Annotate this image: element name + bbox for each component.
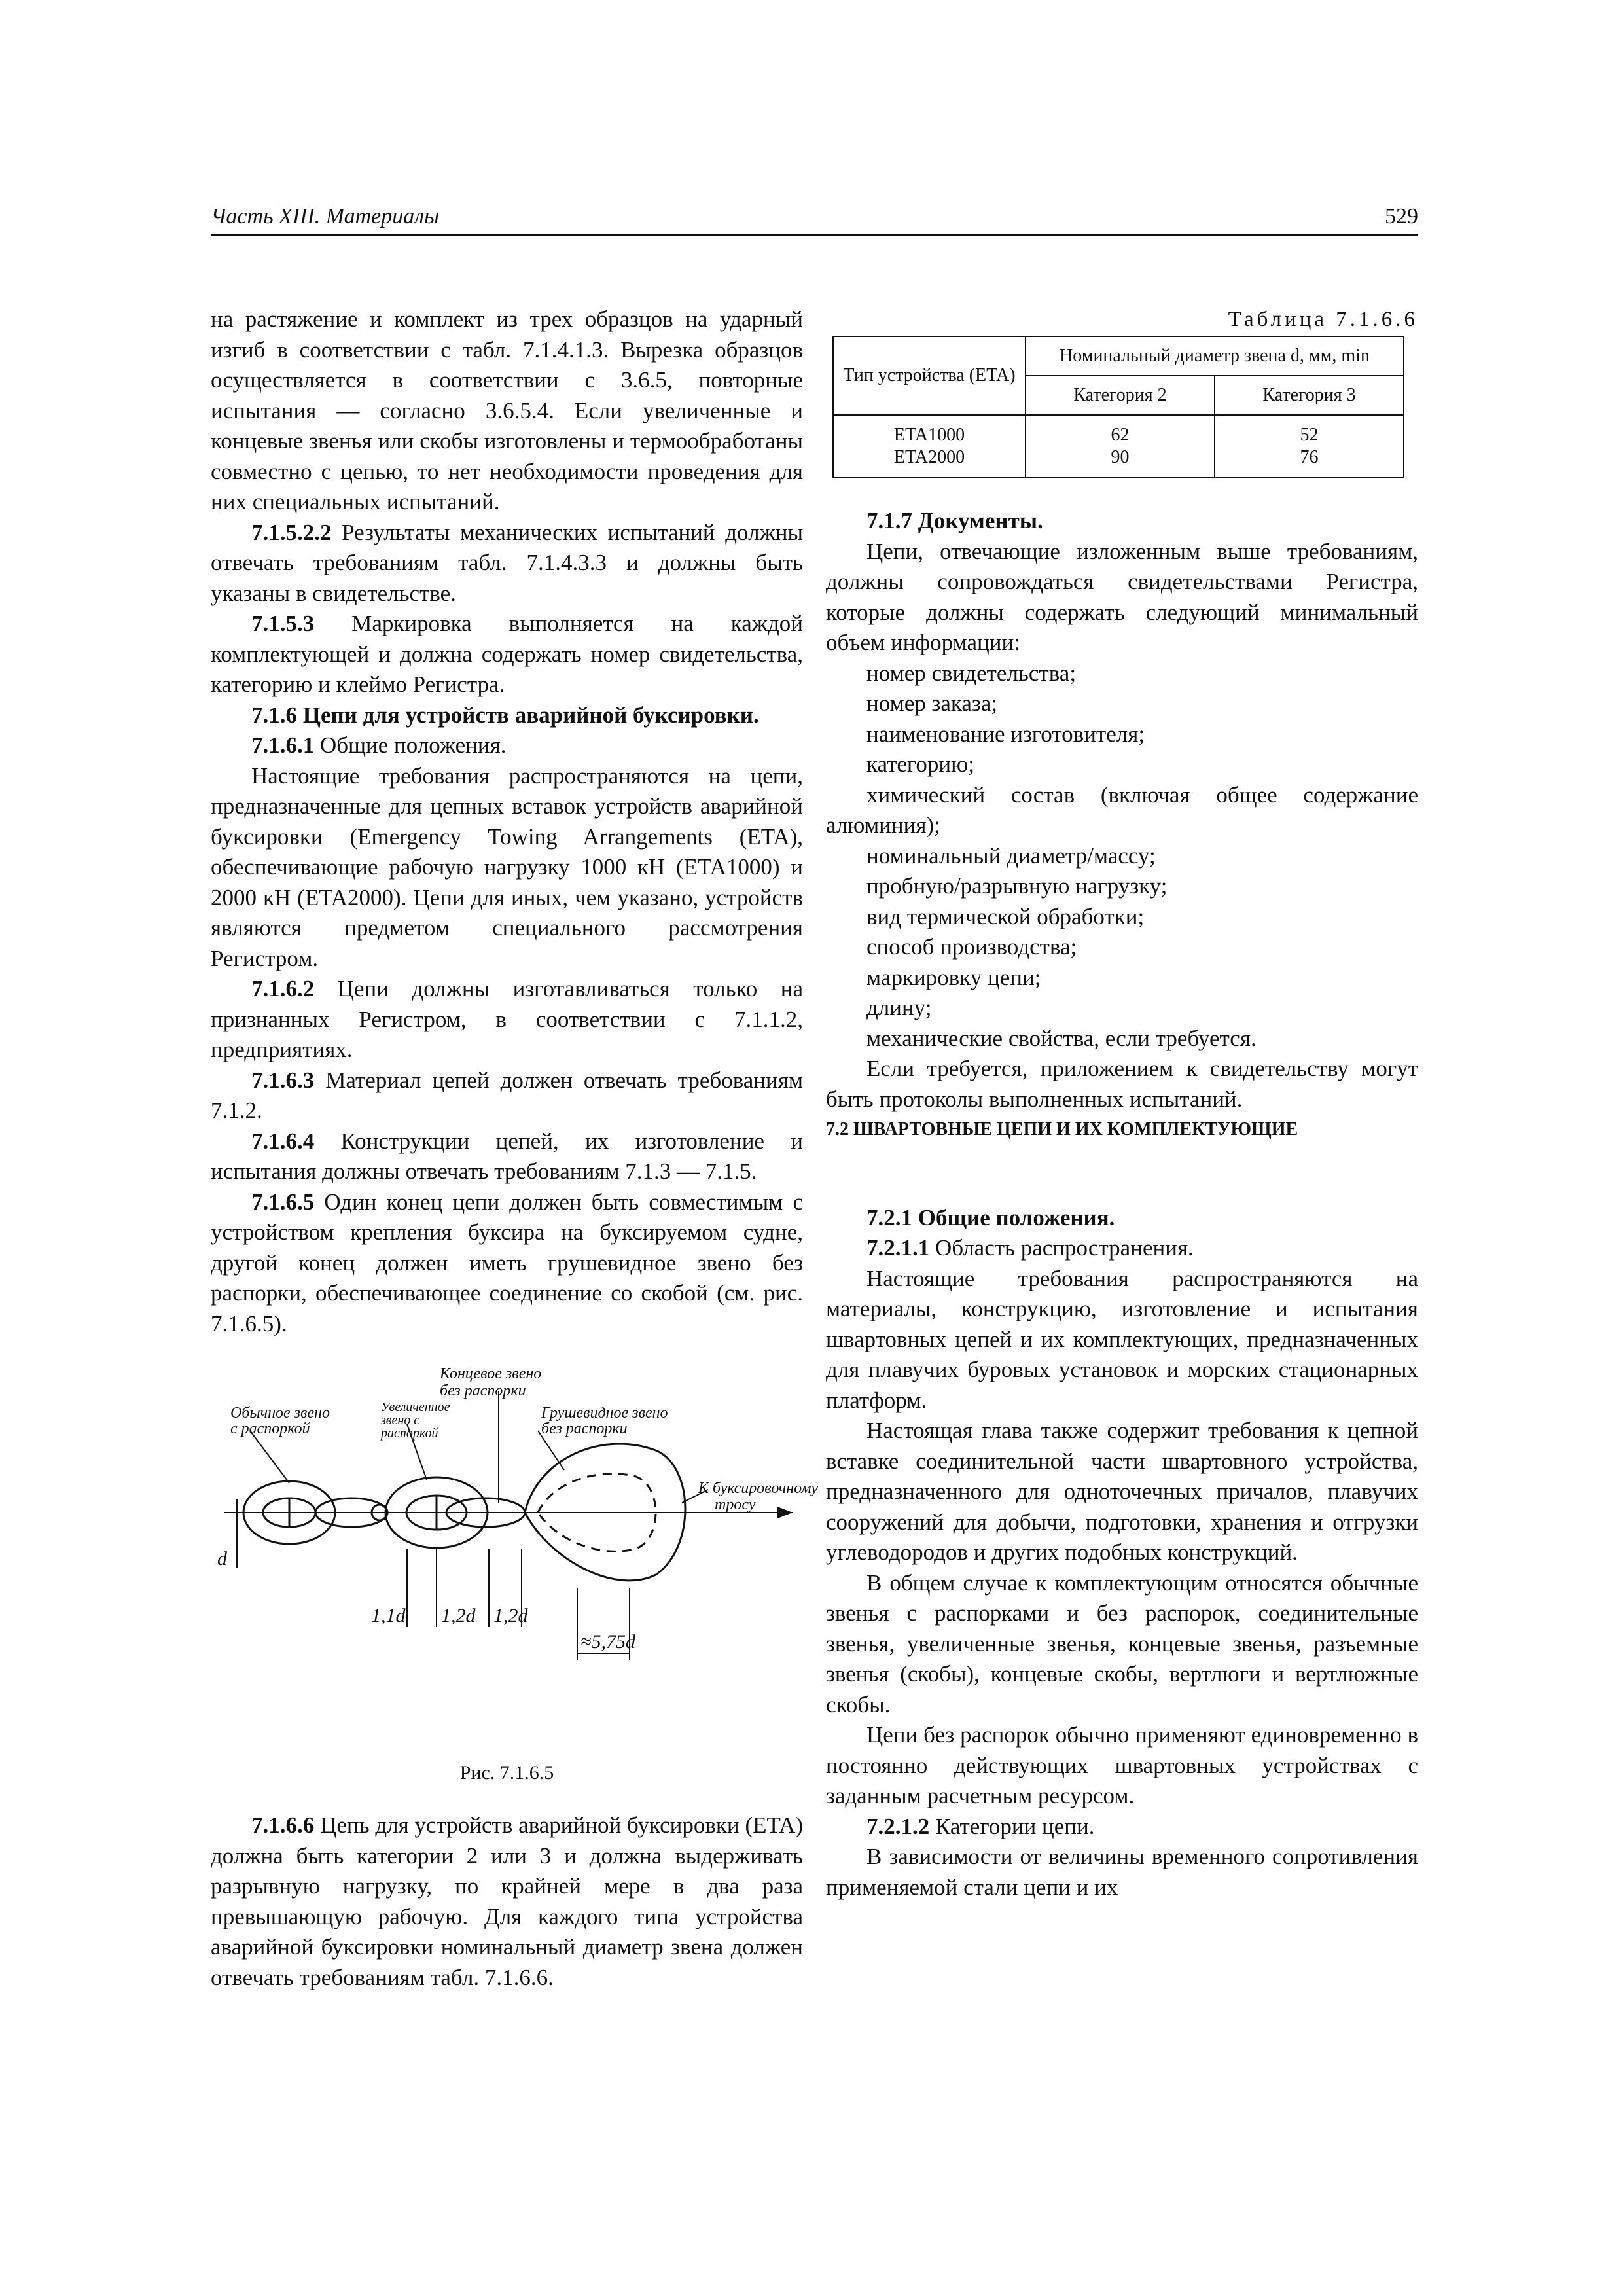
clause-number: 7.1.6.4 [251, 1128, 315, 1154]
table-cell: ETA1000 ETA2000 [833, 415, 1026, 478]
clause-number: 7.1.6.3 [251, 1067, 315, 1093]
label-tow-2: тросу [715, 1496, 756, 1513]
label-enlarged: Увеличенное [381, 1400, 450, 1414]
label-pear: Грушевидное звено [541, 1405, 668, 1422]
list-item: номинальный диаметр/массу; [866, 842, 1156, 869]
paragraph: Цепи без распорок обычно применяют единовременно в постоянно действующих швартовных устройствах с заданным расчетным ресурсом. [826, 1722, 1418, 1808]
table-header: Номинальный диаметр звена d, мм, min [1026, 336, 1404, 376]
label-end-link-2: без распорки [440, 1382, 526, 1399]
left-column [211, 304, 819, 1993]
clause-number: 7.1.6.6 [251, 1812, 315, 1838]
chain-figure [211, 1352, 819, 1758]
paragraph: 7.1.6.4 Конструкции цепей, их изготовление и испытания должны отвечать требованиям 7.1.3 — 7.1.5. [211, 1128, 803, 1184]
list-item: номер свидетельства; [866, 660, 1077, 686]
paragraph: Если требуется, приложением к свидетельству могут быть протоколы выполненных испытаний. [826, 1056, 1418, 1112]
paragraph: 7.1.5.2.2 Результаты механических испытаний должны отвечать требованиям табл. 7.1.4.3.3 и должны быть указаны в свидетельстве. [211, 519, 803, 606]
label-common: Обычное звено [230, 1405, 330, 1422]
dim-1-2d-a: 1,2d [441, 1605, 476, 1626]
dim-d: d [217, 1548, 227, 1570]
right-column [826, 304, 1418, 1903]
table-header: Тип устройства (ETA) [833, 336, 1026, 415]
section-heading: 7.1.6 Цепи для устройств аварийной буксировки. [251, 702, 759, 728]
table-cell: 62 90 [1026, 415, 1215, 478]
clause-number: 7.1.6.5 [251, 1189, 315, 1215]
diameter-table [832, 336, 1404, 478]
list-item: наименование изготовителя; [866, 721, 1145, 747]
paragraph: 7.1.6.2 Цепи должны изготавливаться только на признанных Регистром, в соответствии с 7.1.1.2, предприятиях. [211, 976, 803, 1062]
dim-1-2d-b: 1,2d [493, 1605, 528, 1626]
paragraph: 7.2.1.2 Категории цепи. [866, 1813, 1095, 1839]
list-item: вид термической обработки; [866, 903, 1145, 929]
running-title: Часть XIII. Материалы [211, 204, 440, 228]
paragraph: Настоящая глава также содержит требования к цепной вставке соединительной части швартовного устройства, предназначенного для одноточечных причалов, плавучих сооружений для добычи, подготовки, хранения и отгрузки углеводородов и других подобных конструкций. [826, 1418, 1418, 1565]
list-item: длину; [866, 995, 932, 1020]
paragraph: В общем случае к комплектующим относятся обычные звенья с распорками и без распорок, соединительные звенья, увеличенные звенья, концевые звенья, разъемные звенья (скобы), концевые скобы, вертлюги и вертлюжные скобы. [826, 1570, 1418, 1717]
label-enlarged-2: звено с [381, 1413, 420, 1427]
chapter-heading: 7.2 ШВАРТОВНЫЕ ЦЕПИ И ИХ КОМПЛЕКТУЮЩИЕ [826, 1119, 1298, 1139]
label-end-link: Концевое звено [440, 1365, 542, 1382]
table-cell: 52 76 [1215, 415, 1404, 478]
figure-caption: Рис. 7.1.6.5 [459, 1762, 554, 1784]
paragraph: 7.2.1.1 Область распространения. [866, 1235, 1194, 1261]
clause-number: 7.1.5.3 [251, 611, 315, 636]
paragraph: 7.1.6.3 Материал цепей должен отвечать требованиям 7.1.2. [211, 1067, 803, 1123]
list-item: способ производства; [866, 934, 1077, 960]
paragraph: 7.1.5.3 Маркировка выполняется на каждой комплектующей и должна содержать номер свидетельства, категорию и клеймо Регистра. [211, 611, 803, 697]
clause-number: 7.1.6.1 [251, 732, 315, 758]
paragraph: Настоящие требования распространяются на цепи, предназначенные для цепных вставок устройств аварийной буксировки (Emergency Towing Arrangements (ETA), обеспечивающие рабочую нагрузку 1000 кН (ETA1000) и 2000 кН (ETA2000). Цепи для иных, чем указано, устройств являются предметом специального рассмотрения Регистром. [211, 762, 803, 971]
section-heading: 7.1.7 Документы. [866, 508, 1043, 533]
label-tow: К буксировочному [698, 1480, 819, 1497]
clause-number: 7.1.5.2.2 [251, 519, 332, 545]
list-item: маркировку цепи; [866, 964, 1041, 990]
label-pear-2: без распорки [541, 1420, 628, 1437]
section-heading: 7.2.1 Общие положения. [866, 1204, 1115, 1230]
label-common-2: с распоркой [230, 1420, 310, 1437]
paragraph: 7.1.6.5 Один конец цепи должен быть совместимым с устройством крепления буксира на буксируемом судне, другой конец должен иметь грушевидное звено без распорки, обеспечивающее соединение со скобой (см. рис. 7.1.6.5). [211, 1189, 803, 1336]
paragraph: 7.1.6.6 Цепь для устройств аварийной буксировки (ETA) должна быть категории 2 или 3 и должна выдерживать разрывную нагрузку, по крайней мере в два раза превышающую рабочую. Для каждого типа устройства аварийной буксировки номинальный диаметр звена должен отвечать требованиям табл. 7.1.6.6. [211, 1812, 803, 1990]
paragraph: на растяжение и комплект из трех образцов на ударный изгиб в соответствии с табл. 7.1.4.1.3. Вырезка образцов осуществляется в соответствии с 3.6.5, повторные испытания — согласно 3.6.5.4. Если увеличенные и концевые звенья или скобы изготовлены и термообработаны совместно с цепью, то нет необходимости проведения для них специальных испытаний. [211, 306, 803, 514]
table-header: Категория 2 [1026, 376, 1215, 415]
list-item: механические свойства, если требуется. [866, 1025, 1257, 1051]
dim-1-1d: 1,1d [371, 1605, 406, 1626]
table-header: Категория 3 [1215, 376, 1404, 415]
clause-number: 7.1.6.2 [251, 976, 315, 1001]
info-list [826, 658, 1418, 1054]
list-item: химический состав (включая общее содержание алюминия); [826, 781, 1418, 838]
page-header [211, 204, 1418, 236]
paragraph: 7.1.6.1 Общие положения. [251, 732, 507, 758]
table-caption: Таблица 7.1.6.6 [1228, 308, 1418, 331]
label-enlarged-3: распоркой [381, 1426, 438, 1441]
paragraph: Настоящие требования распространяются на материалы, конструкцию, изготовление и испытания швартовных цепей и их комплектующих, предназначенных для плавучих буровых установок и морских стационарных платформ. [826, 1265, 1418, 1413]
paragraph: Цепи, отвечающие изложенным выше требованиям, должны сопровождаться свидетельствами Регистра, которые должны содержать следующий минимальный объем информации: [826, 538, 1418, 655]
clause-number: 7.2.1.2 [866, 1813, 930, 1839]
chain-diagram [211, 1352, 819, 1758]
list-item: пробную/разрывную нагрузку; [866, 873, 1168, 899]
dim-5-75d: ≈5,75d [580, 1631, 635, 1653]
list-item: номер заказа; [866, 691, 997, 716]
clause-number: 7.2.1.1 [866, 1235, 930, 1261]
list-item: категорию; [866, 751, 975, 777]
page-number: 529 [1385, 204, 1418, 228]
paragraph: В зависимости от величины временного сопротивления применяемой стали цепи и их [826, 1844, 1418, 1900]
